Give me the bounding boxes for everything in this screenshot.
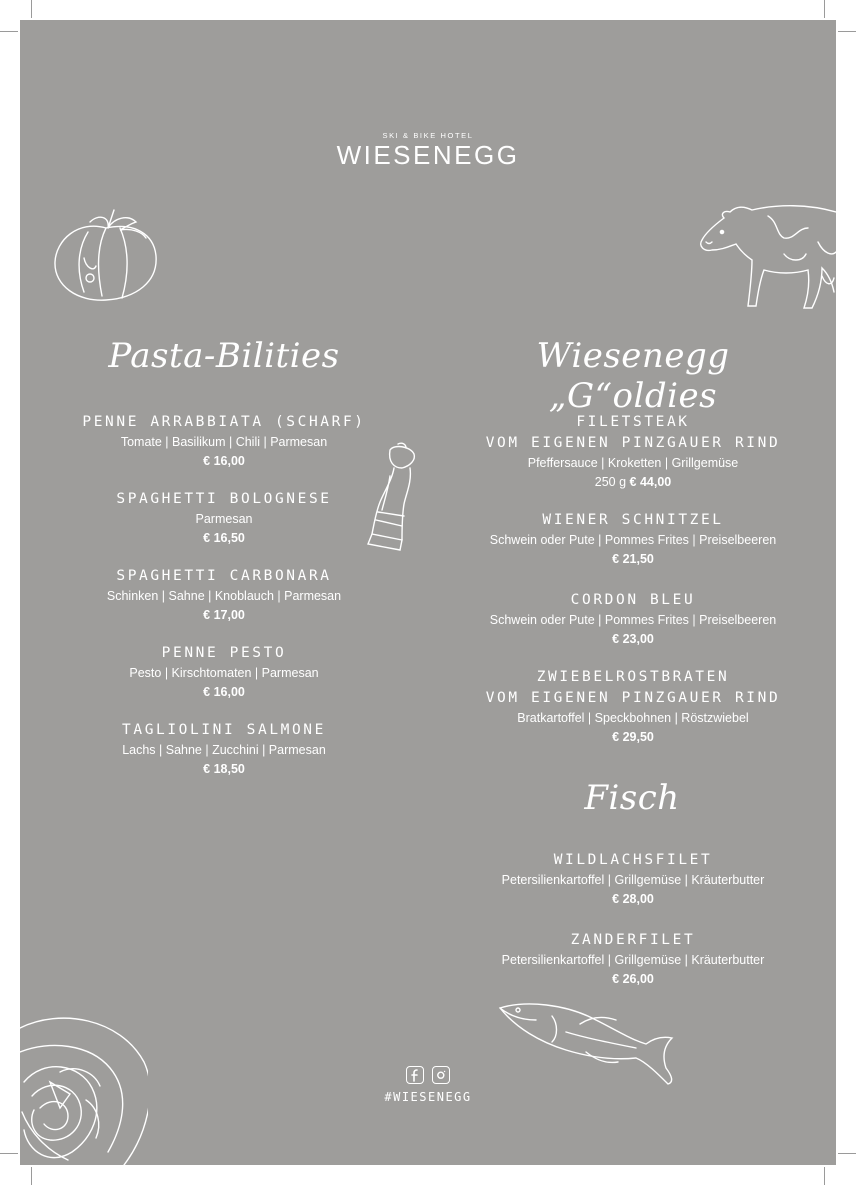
crop-mark	[0, 31, 18, 32]
menu-page	[20, 20, 836, 1165]
dish-description: Schinken | Sahne | Knoblauch | Parmesan	[106, 589, 342, 603]
dish-name: ZANDERFILET	[570, 932, 696, 948]
dish-description: Schwein oder Pute | Pommes Frites | Preiselbeeren	[489, 613, 777, 627]
dish-price: € 16,00	[203, 454, 245, 468]
instagram-icon[interactable]	[432, 1066, 450, 1084]
dish-description: Parmesan	[195, 512, 253, 526]
dish-name: PENNE PESTO	[161, 645, 287, 661]
pepper-mill-icon	[354, 440, 424, 552]
goldies-item-filetsteak	[458, 412, 808, 492]
facebook-icon[interactable]	[406, 1066, 424, 1084]
pasta-item-tagliolini-salmone	[74, 720, 374, 779]
pasta-item-penne-pesto	[74, 643, 374, 702]
dish-description: Pesto | Kirschtomaten | Parmesan	[129, 666, 319, 680]
cow-icon	[698, 202, 836, 314]
crop-mark	[824, 1167, 825, 1185]
goldies-item-cordon-bleu	[458, 590, 808, 649]
section-title-fish: Fisch	[584, 778, 680, 818]
crop-mark	[824, 0, 825, 18]
crop-mark	[31, 0, 32, 18]
dish-description: Tomate | Basilikum | Chili | Parmesan	[120, 435, 328, 449]
dish-description: Lachs | Sahne | Zucchini | Parmesan	[122, 743, 326, 757]
social-section	[20, 1066, 836, 1104]
dish-description: Petersilienkartoffel | Grillgemüse | Kräuterbutter	[501, 953, 765, 967]
dish-description: Petersilienkartoffel | Grillgemüse | Kräuterbutter	[501, 873, 765, 887]
pasta-item-spaghetti-carbonara	[74, 566, 374, 625]
dish-name: ZWIEBELROSTBRATEN	[536, 669, 730, 685]
fish-item-zanderfilet	[458, 930, 808, 989]
dish-name: WILDLACHSFILET	[553, 852, 713, 868]
hashtag: #WIESENEGG	[384, 1090, 472, 1104]
dish-price: € 23,00	[612, 632, 654, 646]
dish-price: € 18,50	[203, 762, 245, 776]
dish-portion: 250 g	[594, 475, 627, 489]
dish-description: Pfeffersauce | Kroketten | Grillgemüse	[527, 456, 739, 470]
crop-mark	[838, 1153, 856, 1154]
fish-item-wildlachsfilet	[458, 850, 808, 909]
dish-description: Bratkartoffel | Speckbohnen | Röstzwiebel	[517, 711, 749, 725]
dish-price-value: € 44,00	[629, 475, 672, 489]
dish-name: FILETSTEAK	[576, 414, 690, 430]
pasta-item-spaghetti-bolognese	[74, 489, 374, 548]
dish-price: € 26,00	[612, 972, 654, 986]
brand-subtitle: SKI & BIKE HOTEL	[382, 131, 474, 140]
dish-price	[458, 473, 808, 492]
dish-name: WIENER SCHNITZEL	[542, 512, 724, 528]
dish-name: SPAGHETTI CARBONARA	[116, 568, 332, 584]
dish-price: € 29,50	[612, 730, 654, 744]
dish-name: PENNE ARRABBIATA (SCHARF)	[82, 414, 366, 430]
crop-mark	[838, 31, 856, 32]
goldies-item-wiener-schnitzel	[458, 510, 808, 569]
dish-price: € 17,00	[203, 608, 245, 622]
crop-mark	[31, 1167, 32, 1185]
dish-name: SPAGHETTI BOLOGNESE	[116, 491, 332, 507]
pasta-item-penne-arrabbiata	[74, 412, 374, 471]
tomato-icon	[50, 206, 162, 304]
dish-price: € 28,00	[612, 892, 654, 906]
dish-name: TAGLIOLINI SALMONE	[122, 722, 326, 738]
dish-name-origin: VOM EIGENEN PINZGAUER RIND	[485, 435, 781, 451]
dish-name: CORDON BLEU	[570, 592, 696, 608]
crop-mark	[0, 1153, 18, 1154]
dish-price: € 16,00	[203, 685, 245, 699]
dish-price: € 16,50	[203, 531, 245, 545]
section-title-pasta: Pasta-Bilities	[108, 336, 340, 376]
goldies-item-zwiebelrostbraten	[458, 667, 808, 747]
dish-price: € 21,50	[612, 552, 654, 566]
dish-name-origin: VOM EIGENEN PINZGAUER RIND	[485, 690, 781, 706]
brand-logo: WIESENEGG	[336, 140, 520, 170]
dish-description: Schwein oder Pute | Pommes Frites | Preiselbeeren	[489, 533, 777, 547]
section-title-goldies: Wiesenegg „G“oldies	[536, 336, 730, 416]
